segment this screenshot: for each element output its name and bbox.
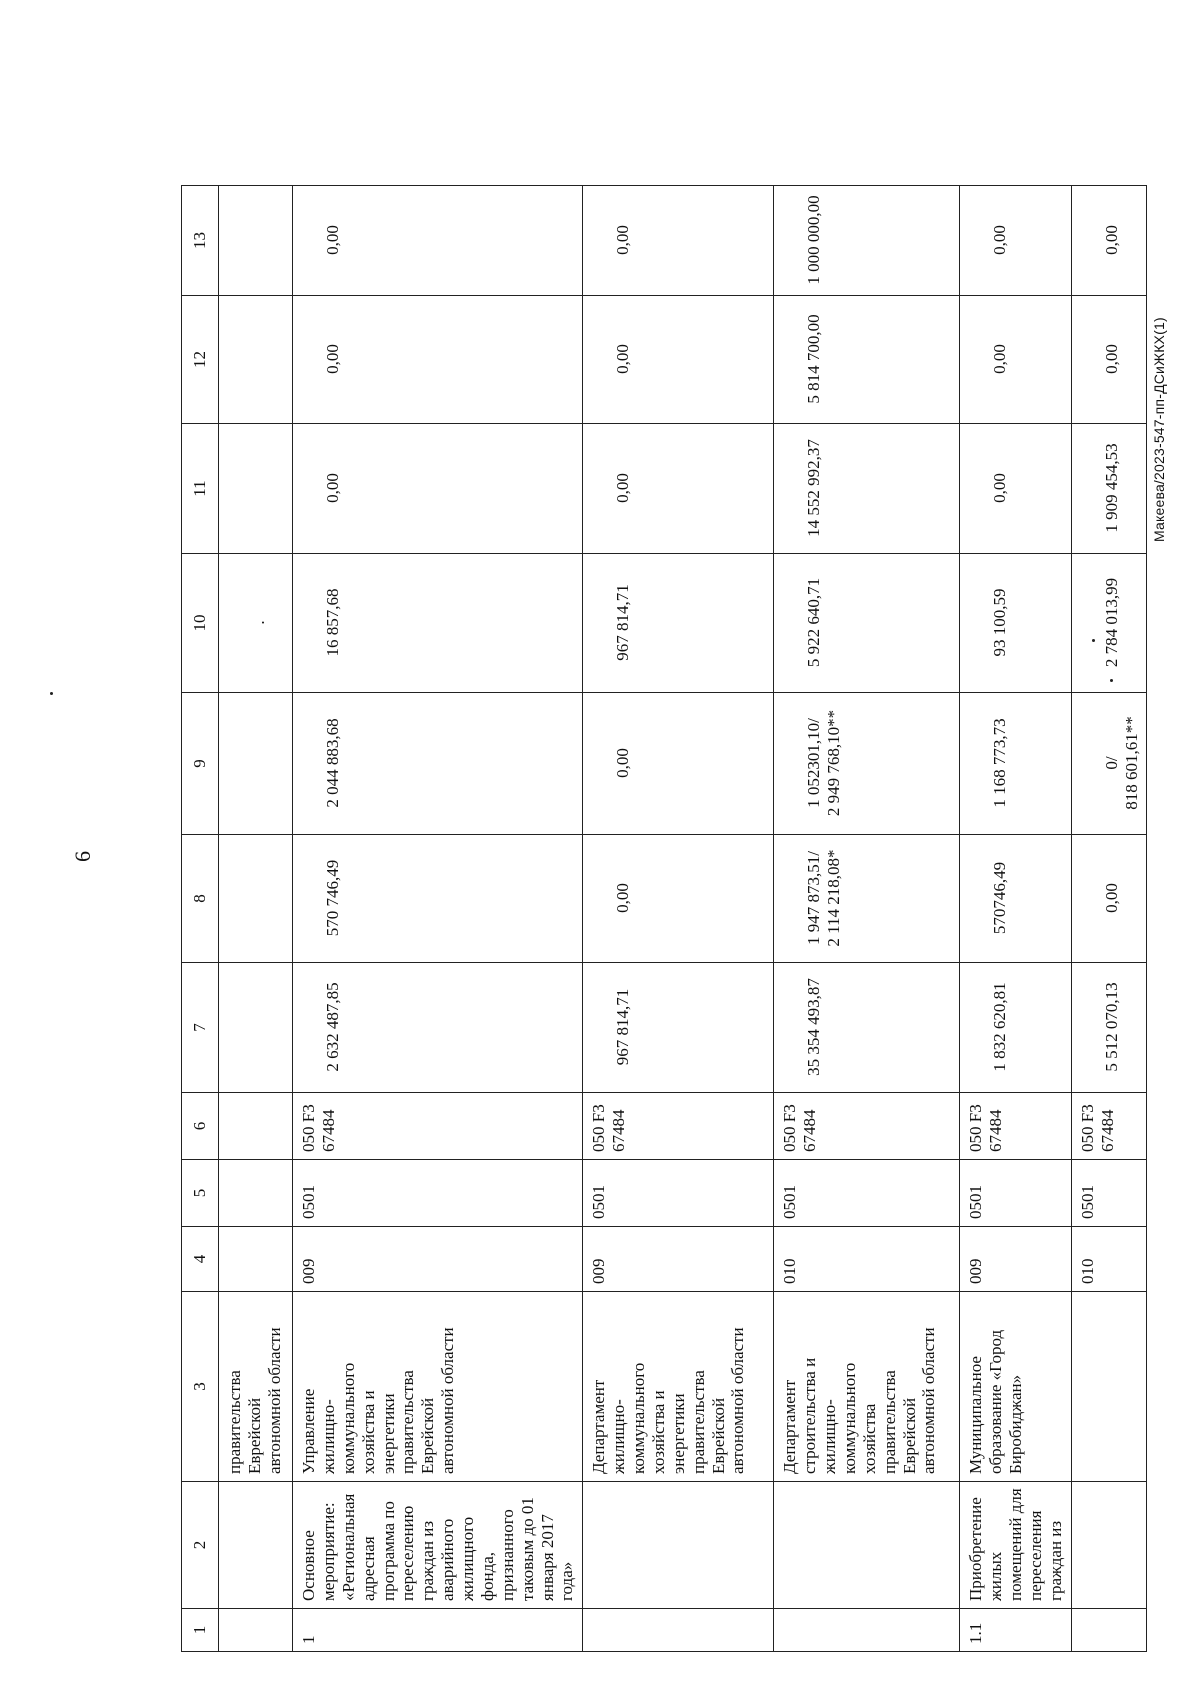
table-cell-col-10: . bbox=[219, 554, 293, 693]
column-number-row bbox=[182, 186, 219, 1652]
table-cell-col-4: 009 bbox=[960, 1227, 1071, 1292]
table-cell-col-3: Департамент строительства и жилищно- коммунального хозяйства правительства Еврейской автономной области bbox=[774, 1292, 960, 1482]
table-cell-col-2 bbox=[583, 1482, 774, 1609]
table-cell-col-10: 5 922 640,71 bbox=[774, 554, 960, 693]
table-cell-col-1 bbox=[219, 1609, 293, 1652]
column-number: 11 bbox=[182, 424, 219, 554]
table-cell-col-6: 050 F3 67484 bbox=[293, 1093, 583, 1160]
table-row bbox=[293, 186, 583, 1652]
budget-table bbox=[181, 185, 1147, 1652]
table-cell-col-5: 0501 bbox=[774, 1160, 960, 1227]
table-cell-col-1 bbox=[774, 1609, 960, 1652]
table-cell-col-9: 2 044 883,68 bbox=[293, 693, 583, 835]
table-cell-col-13: 0,00 bbox=[293, 186, 583, 296]
table-cell-col-1: 1 bbox=[293, 1609, 583, 1652]
table-cell-col-13: 0,00 bbox=[583, 186, 774, 296]
scan-speck bbox=[1092, 639, 1095, 642]
table-row bbox=[960, 186, 1071, 1652]
column-number: 5 bbox=[182, 1160, 219, 1227]
column-number: 9 bbox=[182, 693, 219, 835]
table-cell-col-1 bbox=[1071, 1609, 1147, 1652]
table-row bbox=[1071, 186, 1147, 1652]
column-number: 8 bbox=[182, 835, 219, 963]
table-cell-col-5: 0501 bbox=[960, 1160, 1071, 1227]
table-cell-col-11: 0,00 bbox=[583, 424, 774, 554]
table-cell-col-7: 5 512 070,13 bbox=[1071, 963, 1147, 1093]
table-cell-col-12: 5 814 700,00 bbox=[774, 296, 960, 424]
column-number: 13 bbox=[182, 186, 219, 296]
table-cell-col-8: 0,00 bbox=[583, 835, 774, 963]
table-cell-col-12: 0,00 bbox=[293, 296, 583, 424]
table-cell-col-7: 2 632 487,85 bbox=[293, 963, 583, 1093]
column-number: 4 bbox=[182, 1227, 219, 1292]
table-cell-col-5 bbox=[219, 1160, 293, 1227]
table-cell-col-4 bbox=[219, 1227, 293, 1292]
column-number: 6 bbox=[182, 1093, 219, 1160]
table-row bbox=[219, 186, 293, 1652]
scan-speck bbox=[50, 692, 53, 695]
table-cell-col-3 bbox=[1071, 1292, 1147, 1482]
table-cell-col-10: 16 857,68 bbox=[293, 554, 583, 693]
table-cell-col-7 bbox=[219, 963, 293, 1093]
table-cell-col-4: 010 bbox=[1071, 1227, 1147, 1292]
table-cell-col-11: 0,00 bbox=[960, 424, 1071, 554]
table-row bbox=[774, 186, 960, 1652]
table-cell-col-8: 0,00 bbox=[1071, 835, 1147, 963]
table-cell-col-6: 050 F3 67484 bbox=[583, 1093, 774, 1160]
table-cell-col-13: 0,00 bbox=[960, 186, 1071, 296]
table-cell-col-1 bbox=[583, 1609, 774, 1652]
table-cell-col-11 bbox=[219, 424, 293, 554]
table-cell-col-9: 1 168 773,73 bbox=[960, 693, 1071, 835]
table-cell-col-2: Приобретение жилых помещений для переселения граждан из bbox=[960, 1482, 1071, 1609]
table-cell-col-4: 009 bbox=[583, 1227, 774, 1292]
column-number: 10 bbox=[182, 554, 219, 693]
table-cell-col-9: 0,00 bbox=[583, 693, 774, 835]
table-cell-col-12: 0,00 bbox=[1071, 296, 1147, 424]
table-cell-col-10: 2 784 013,99 bbox=[1071, 554, 1147, 693]
table-cell-col-6: 050 F3 67484 bbox=[960, 1093, 1071, 1160]
table-cell-col-2: Основное мероприятие: «Региональная адресная программа по переселению граждан из аварийного жилищного фонда, признанного таковым до 01 января 2017 года» bbox=[293, 1482, 583, 1609]
column-number: 7 bbox=[182, 963, 219, 1093]
table-cell-col-2 bbox=[219, 1482, 293, 1609]
table-cell-col-9: 0/ 818 601,61** bbox=[1071, 693, 1147, 835]
table-cell-col-9: 1 052301,10/ 2 949 768,10** bbox=[774, 693, 960, 835]
table-cell-col-6: 050 F3 67484 bbox=[774, 1093, 960, 1160]
table-cell-col-7: 35 354 493,87 bbox=[774, 963, 960, 1093]
table-cell-col-6 bbox=[219, 1093, 293, 1160]
table-cell-col-7: 1 832 620,81 bbox=[960, 963, 1071, 1093]
table-cell-col-2 bbox=[774, 1482, 960, 1609]
table-cell-col-5: 0501 bbox=[1071, 1160, 1147, 1227]
column-number: 12 bbox=[182, 296, 219, 424]
table-cell-col-4: 009 bbox=[293, 1227, 583, 1292]
table-cell-col-11: 1 909 454,53 bbox=[1071, 424, 1147, 554]
table-cell-col-3: Муниципальное образование «Город Биробиджан» bbox=[960, 1292, 1071, 1482]
table-cell-col-3: правительства Еврейской автономной области bbox=[219, 1292, 293, 1482]
page-number: 6 bbox=[70, 851, 95, 862]
table-cell-col-10: 93 100,59 bbox=[960, 554, 1071, 693]
scan-speck bbox=[1110, 679, 1113, 682]
table-cell-col-13: 0,00 bbox=[1071, 186, 1147, 296]
table-cell-col-7: 967 814,71 bbox=[583, 963, 774, 1093]
table-cell-col-8: 1 947 873,51/ 2 114 218,08* bbox=[774, 835, 960, 963]
table-cell-col-13: 1 000 000,00 bbox=[774, 186, 960, 296]
table-cell-col-4: 010 bbox=[774, 1227, 960, 1292]
table-cell-col-12: 0,00 bbox=[960, 296, 1071, 424]
table-cell-col-2 bbox=[1071, 1482, 1147, 1609]
table-cell-col-5: 0501 bbox=[293, 1160, 583, 1227]
column-number: 2 bbox=[182, 1482, 219, 1609]
table-cell-col-6: 050 F3 67484 bbox=[1071, 1093, 1147, 1160]
table-cell-col-10: 967 814,71 bbox=[583, 554, 774, 693]
table-cell-col-13 bbox=[219, 186, 293, 296]
column-number: 3 bbox=[182, 1292, 219, 1482]
table-cell-col-3: Департамент жилищно- коммунального хозяйства и энергетики правительства Еврейской автономной области bbox=[583, 1292, 774, 1482]
table-cell-col-12 bbox=[219, 296, 293, 424]
document-code: Макеева/2023-547-пп-ДСиЖКХ(1) bbox=[1151, 317, 1167, 542]
table-cell-col-8: 570 746,49 bbox=[293, 835, 583, 963]
table-cell-col-3: Управление жилищно- коммунального хозяйства и энергетики правительства Еврейской автономной области bbox=[293, 1292, 583, 1482]
table-cell-col-5: 0501 bbox=[583, 1160, 774, 1227]
table-cell-col-1: 1.1 bbox=[960, 1609, 1071, 1652]
table-row bbox=[583, 186, 774, 1652]
table-cell-col-8 bbox=[219, 835, 293, 963]
table-cell-col-9 bbox=[219, 693, 293, 835]
table-cell-col-8: 570746,49 bbox=[960, 835, 1071, 963]
column-number: 1 bbox=[182, 1609, 219, 1652]
table-cell-col-11: 14 552 992,37 bbox=[774, 424, 960, 554]
table-cell-col-12: 0,00 bbox=[583, 296, 774, 424]
table-cell-col-11: 0,00 bbox=[293, 424, 583, 554]
